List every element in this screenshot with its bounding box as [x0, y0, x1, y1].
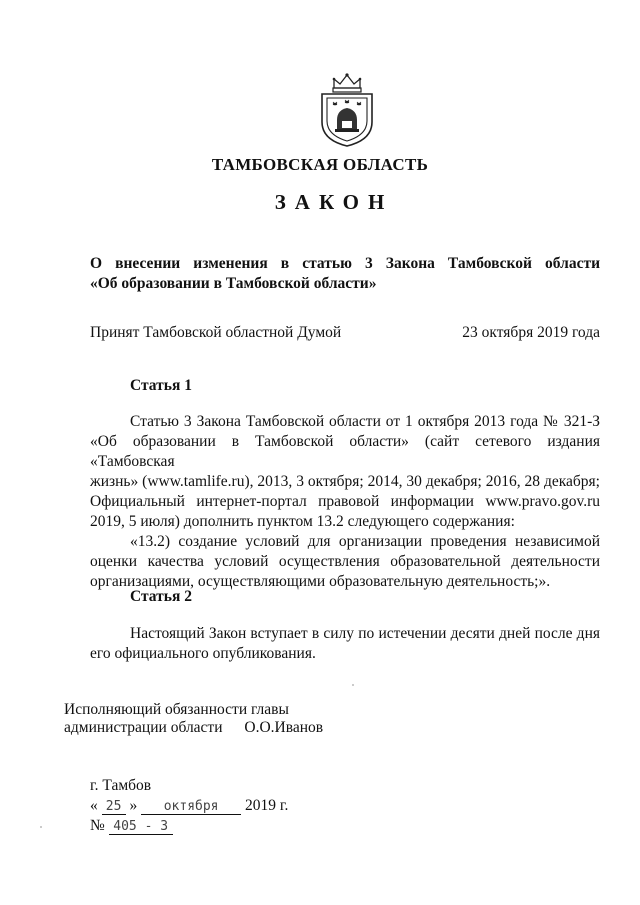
article-1-line: Официальный интернет-портал правовой информации www.pravo.gov.ru [90, 493, 600, 510]
adopted-by: Принят Тамбовской областной Думой [90, 324, 342, 341]
article-2-line: его официального опубликования. [90, 645, 316, 662]
article-2-line: Настоящий Закон вступает в силу по истечении десяти дней после дня [130, 625, 600, 642]
article-2-text [90, 624, 600, 664]
law-subject-line: «Об образовании в Тамбовской области» [90, 275, 377, 292]
article-2-heading: Статья 2 [130, 588, 192, 605]
signature-block [64, 701, 323, 737]
place-of-signing: г. Тамбов [90, 777, 152, 794]
article-1-line: жизнь» (www.tamlife.ru), 2013, 3 октября; 2014, 30 декабря; 2016, 28 декабря; [90, 473, 600, 490]
date-day: 25 [102, 799, 126, 815]
signatory-name: О.О.Иванов [244, 719, 324, 736]
date-month: октября [141, 799, 241, 815]
article-1-line: 2019, 5 июля) дополнить пунктом 13.2 следующего содержания: [90, 513, 515, 530]
adoption-info [90, 324, 600, 342]
number-value: 405 - З [109, 819, 173, 835]
date-quote-open: « [90, 797, 98, 814]
document-type-title: ЗАКОН [274, 190, 394, 214]
article-1-line: Статью 3 Закона Тамбовской области от 1 октября 2013 года № 321-З [130, 413, 600, 430]
law-subject-line: О внесении изменения в статью 3 Закона Тамбовской области [90, 255, 600, 272]
signatory-position: Исполняющий обязанности главы [64, 701, 289, 718]
article-1-text [90, 412, 600, 592]
region-name: ТАМБОВСКАЯ ОБЛАСТЬ [211, 155, 429, 174]
adoption-date: 23 октября 2019 года [462, 324, 600, 341]
article-1-line: организациями, осуществляющими образовательную деятельность;». [90, 573, 551, 590]
signing-date [90, 797, 288, 815]
article-1-line: «Об образовании в Тамбовской области» (сайт сетевого издания «Тамбовская [90, 433, 600, 470]
article-1-line: оценки качества условий осуществления образовательной деятельности [90, 553, 600, 570]
date-year: 2019 г. [245, 797, 289, 814]
article-1-heading: Статья 1 [130, 377, 192, 394]
date-quote-close: » [129, 797, 138, 814]
scan-speck [40, 826, 42, 828]
article-1-line: «13.2) создание условий для организации проведения независимой [130, 533, 600, 550]
law-subject [90, 254, 600, 294]
scan-speck [352, 684, 354, 686]
law-number [90, 817, 173, 835]
tambov-coat-of-arms-icon [318, 72, 376, 148]
signatory-position: администрации области [64, 719, 223, 736]
number-label: № [90, 817, 105, 834]
